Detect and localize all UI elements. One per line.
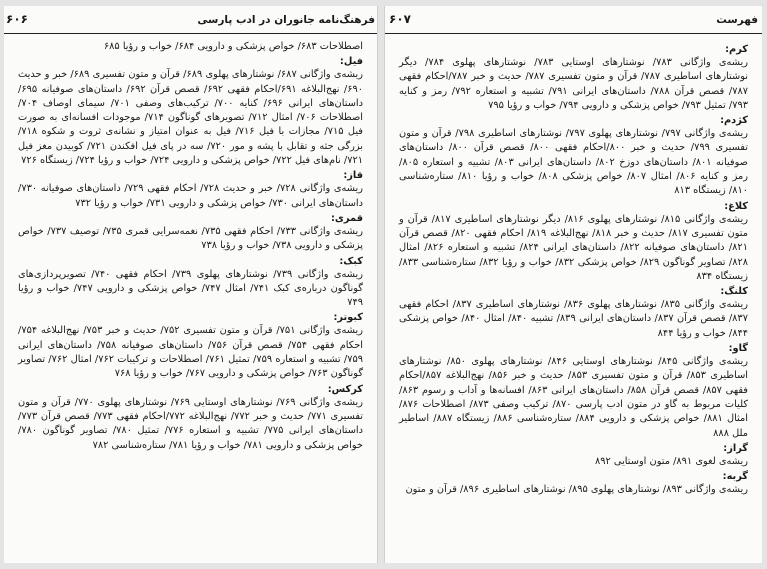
entry-elephant bbox=[18, 55, 363, 168]
entry-heading: فیل: bbox=[339, 56, 363, 68]
entry-scorpion bbox=[399, 114, 748, 198]
entry-turtledove bbox=[18, 212, 363, 254]
right-page-content bbox=[399, 42, 748, 555]
entry-cow bbox=[399, 342, 748, 441]
entry-heading: قاز: bbox=[343, 170, 363, 182]
entry-heading: قمری: bbox=[331, 212, 363, 224]
right-page bbox=[384, 6, 762, 563]
entry-boar bbox=[399, 442, 748, 469]
entry-body: ریشه‌ی واژگانی ۷۵۱/ قرآن و متون تفسیری ۷۵۲/ حدیث و خبر ۷۵۳/ نهج‌البلاغه ۷۵۴/احکام فقهی ۷۵۴/ قصص قرآن ۷۵۶/ داستان‌های صوفیانه ۷۵۸/ داستان‌های ایرانی ۷۵۹/ تشبیه و استعاره ۷۵۹/ تمثیل ۷۶۱/ اصطلاحات و ترکیبات ۷۶۲/ امثال ۷۶۲/ تصاویر گوناگون ۷۶۳/ خواص پزشکی و دارویی ۷۶۷/ خواب و رؤیا ۷۶۸ bbox=[18, 325, 363, 380]
entry-body: ریشه‌ی واژگانی ۷۸۳/ نوشتارهای اوستایی ۷۸۳/ نوشتارهای پهلوی ۷۸۴/ دیگر نوشتارهای اساطیری ۷۸۷/ قرآن و متون تفسیری ۷۸۷/ حدیث و خبر ۷۸۷/احکام فقهی ۷۸۷/ قصص قرآن ۷۸۸/ داستان‌های ایرانی ۷۹۱/ تشبیه و استعاره ۷۹۲/ رمز و کنایه ۷۹۳/ تمثیل ۷۹۳/ خواص پزشکی و دارویی ۷۹۴/ خواب و رؤیا ۷۹۵ bbox=[399, 57, 748, 111]
entry-heading: کلنگ: bbox=[720, 286, 748, 298]
entry-heading: کرکس: bbox=[327, 383, 363, 395]
entry-crow bbox=[399, 200, 748, 284]
left-page-header bbox=[4, 6, 377, 34]
entry-body: ریشه‌ی واژگانی ۸۴۵/ نوشتارهای اوستایی ۸۴۶/ نوشتارهای پهلوی ۸۵۰/ نوشتارهای اساطیری ۸۵۳/ قرآن و متون تفسیری ۸۵۳/ حدیث و خبر ۸۵۶/ نهج‌البلاغه ۸۵۷/احکام فقهی ۸۵۷/ قصص قرآن ۸۵۸/ داستان‌های ایرانی ۸۶۳/ افسانه‌ها و آداب و رسوم ۸۶۳/ کلیات مربوط به گاو در متون ادب پارسی ۸۷۰/ ترکیب وصفی ۸۷۳/ اصطلاحات ۸۷۶/ امثال ۸۸۱/ خواص پزشکی و دارویی ۸۸۴/ ستاره‌شناسی ۸۸۶/ زیستگاه ۸۸۷/ اساطیر ملل ۸۸۸ bbox=[399, 356, 749, 439]
right-page-title: فهرست bbox=[716, 14, 758, 26]
left-page bbox=[4, 6, 378, 563]
entry-body: ریشه‌ی واژگانی ۷۲۸/ خبر و حدیث ۷۲۸/ احکام فقهی ۷۲۹/ داستان‌های صوفیانه ۷۳۰/ داستان‌های ایرانی ۷۳۰/ خواص پزشکی و دارویی ۷۳۱/ خواب و رؤیا ۷۳۲ bbox=[18, 183, 363, 209]
entry-body: ریشه‌ی واژگانی ۸۹۳/ نوشتارهای پهلوی ۸۹۵/ نوشتارهای اساطیری ۸۹۶/ قرآن و متون bbox=[405, 484, 748, 496]
entry-heading: گاو: bbox=[728, 343, 748, 355]
entry-body: ریشه‌ی واژگانی ۶۸۷/ نوشتارهای پهلوی ۶۸۹/ قرآن و متون تفسیری ۶۸۹/ خبر و حدیث ۶۹۰/ نهج‌البلاغه ۶۹۱/احکام فقهی ۶۹۲/ قصص قرآن ۶۹۲/ داستان‌های صوفیانه ۶۹۵/ داستان‌های ایرانی ۶۹۶/ کنایه ۷۰۰/ ترکیب‌های وصفی ۷۰۱/ سیمای اوصاف ۷۰۴/ اصطلاحات ۷۰۶/ امثال ۷۱۲/ تصویرهای گوناگون ۷۱۴/ موجودات افسانه‌ای به صورت فیل ۷۱۵/ مجازات با فیل ۷۱۶/ فیل به عنوان امتیاز و نشانه‌ی ثروت و شکوه ۷۱۸/ بزرگی جثه و تقابل با پشه و مور ۷۲۰/ سه در پای فیل افکندن ۷۲۱/ کوبیدن مغز فیل ۷۲۱/ نام‌های فیل ۷۲۲/ خواص پزشکی و دارویی ۷۲۴/ خواب و رؤیا ۷۲۴/ زیستگاه ۷۲۶ bbox=[18, 69, 363, 167]
entry-body: ریشه‌ی لغوی ۸۹۱/ متون اوستایی ۸۹۲ bbox=[595, 455, 748, 467]
entry-heading: گراز: bbox=[723, 442, 748, 454]
entry-heading: کلاغ: bbox=[724, 200, 748, 212]
left-page-title: فرهنگ‌نامه جانوران در ادب پارسی bbox=[197, 14, 375, 26]
entry-body: ریشه‌ی واژگانی ۷۳۳/ احکام فقهی ۷۳۵/ نغمه‌سرایی قمری ۷۳۵/ توصیف ۷۳۷/ خواص پزشکی و دارویی ۷۳۸/ خواب و رؤیا ۷۳۸ bbox=[18, 225, 363, 252]
entry-heading: کرم: bbox=[725, 44, 748, 55]
entry-body: ریشه‌ی واژگانی ۸۳۵/ نوشتارهای پهلوی ۸۳۶/ نوشتارهای اساطیری ۸۳۷/ احکام فقهی ۸۳۷/ قصص قرآن ۸۳۷/ داستان‌های ایرانی ۸۳۹/ تشبیه ۸۴۰/ امثال ۸۴۰/ خواص پزشکی ۸۴۴/ خواب و رؤیا ۸۴۴ bbox=[399, 299, 748, 339]
entry-crane bbox=[399, 285, 748, 341]
entry-vulture bbox=[18, 383, 363, 453]
entry-heading: کبوتر: bbox=[333, 312, 363, 324]
entry-partridge bbox=[18, 255, 363, 311]
entry-pigeon bbox=[18, 311, 363, 381]
entry-worm bbox=[399, 43, 748, 113]
entry-heading: کبک: bbox=[339, 255, 363, 267]
continued-entry: اصطلاحات ۶۸۳/ خواص پزشکی و دارویی ۶۸۴/ خواب و رؤیا ۶۸۵ bbox=[103, 41, 363, 52]
entry-body: ریشه‌ی واژگانی ۸۱۵/ نوشتارهای پهلوی ۸۱۶/ دیگر نوشتارهای اساطیری ۸۱۷/ قرآن و متون تفسیری ۸۱۷/ حدیث و خبر ۸۱۸/ نهج‌البلاغه ۸۱۹/ احکام فقهی ۸۲۰/ قصص قرآن ۸۲۱/ داستان‌های صوفیانه ۸۲۲/ داستان‌های ایرانی ۸۲۴/ تشبیه و استعاره ۸۲۶/ امثال ۸۲۸/ تصاویر گوناگون ۸۲۹/ خواص پزشکی ۸۳۲/ خواب و رؤیا ۸۳۲/ ستاره‌شناسی ۸۳۳/ زیستگاه ۸۳۴ bbox=[399, 213, 748, 282]
entry-body: ریشه‌ی واژگانی ۷۶۹/ نوشتارهای اوستایی ۷۶۹/ نوشتارهای پهلوی ۷۷۰/ قرآن و متون تفسیری ۷۷۱/ حدیث و خبر ۷۷۲/ نهج‌البلاغه ۷۷۲/احکام فقهی ۷۷۳/ قصص قرآن ۷۷۳/ داستان‌های ایرانی ۷۷۵/ تشبیه و استعاره ۷۷۶/ تمثیل ۷۸۰/ تصاویر گوناگون ۷۸۰/ خواص پزشکی و دارویی ۷۸۱/ خواب و رؤیا ۷۸۱/ ستاره‌شناسی ۷۸۲ bbox=[18, 396, 364, 451]
entry-goose bbox=[18, 169, 363, 211]
entry-cat bbox=[399, 470, 748, 497]
right-page-header bbox=[385, 6, 762, 34]
left-page-number: ۶۰۶ bbox=[6, 12, 28, 26]
entry-body: ریشه‌ی واژگانی ۷۳۹/ نوشتارهای پهلوی ۷۳۹/ احکام فقهی ۷۴۰/ تصویرپردازی‌های گوناگون درباره‌ی کبک ۷۴۱/ امثال ۷۴۷/ خواص پزشکی و دارویی ۷۴۷/ خواب و رؤیا ۷۴۹ bbox=[18, 268, 363, 309]
left-page-content bbox=[18, 40, 363, 555]
right-page-number: ۶۰۷ bbox=[389, 12, 411, 26]
entry-heading: گربه: bbox=[722, 471, 748, 483]
entry-heading: کژدم: bbox=[720, 115, 748, 127]
entry-body: ریشه‌ی واژگانی ۷۹۷/ نوشتارهای پهلوی ۷۹۷/ نوشتارهای اساطیری ۷۹۸/ قرآن و متون تفسیری ۷۹۹/ حدیث و خبر ۸۰۰/احکام فقهی ۸۰۰/ قصص قرآن ۸۰۰/ داستان‌های صوفیانه ۸۰۱/ داستان‌های دوزخ ۸۰۲/ داستان‌های ایرانی ۸۰۳/ تشبیه و استعاره ۸۰۵/ رمز و کنایه ۸۰۶/ امثال ۸۰۷/ خواص پزشکی ۸۰۸/ خواب و رؤیا ۸۱۰/ ستاره‌شناسی ۸۱۰/ زیستگاه ۸۱۳ bbox=[399, 128, 749, 197]
